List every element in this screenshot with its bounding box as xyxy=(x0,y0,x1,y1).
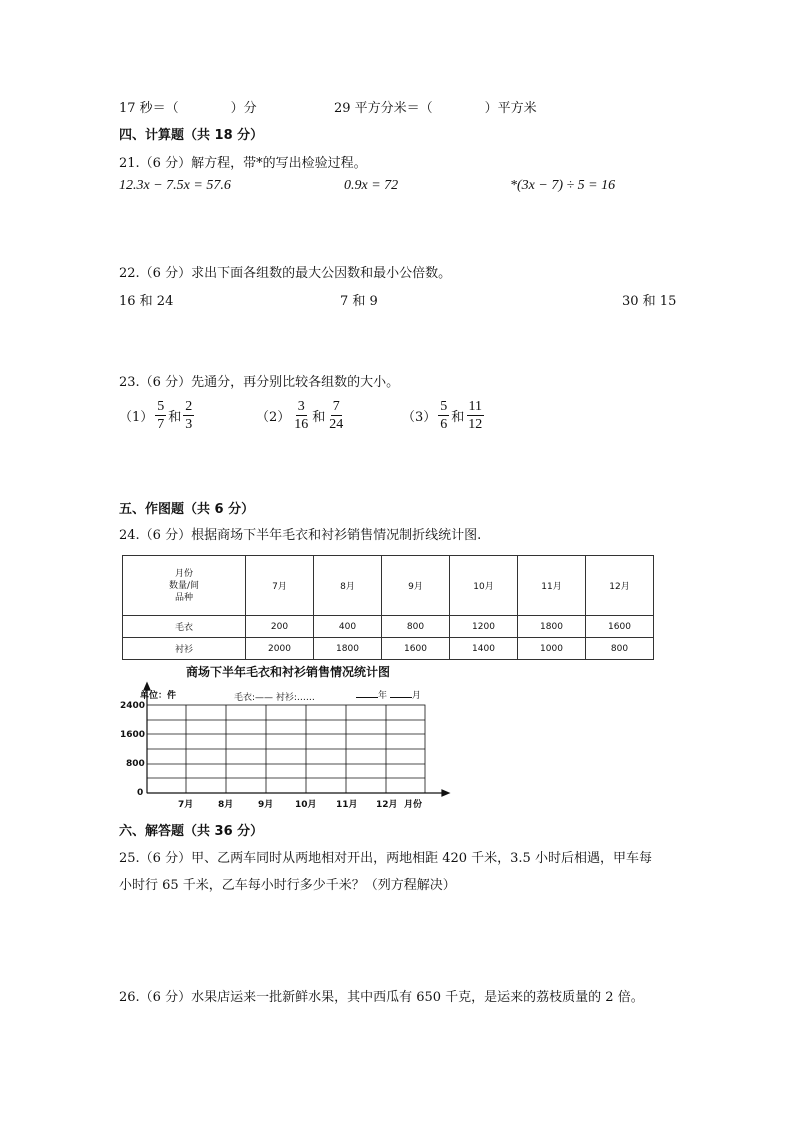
y-tick: 800 xyxy=(126,759,145,769)
y-tick: 0 xyxy=(137,788,144,798)
and-word: 和 xyxy=(312,410,326,425)
question-22: 22.（6 分）求出下面各组数的最大公因数和最小公倍数。 xyxy=(119,266,452,281)
denominator: 3 xyxy=(185,417,193,432)
table-row xyxy=(123,616,654,638)
section-title-drawing: 五、作图题（共 6 分） xyxy=(119,502,255,517)
x-axis-end-label: 月份 xyxy=(404,800,423,810)
table-header-cell: 8月 xyxy=(314,556,382,616)
sales-table xyxy=(122,555,654,660)
equation-3: *(3x − 7) ÷ 5 = 16 xyxy=(510,178,616,193)
section-title-word-problems: 六、解答题（共 36 分） xyxy=(119,824,264,839)
fraction xyxy=(155,398,166,433)
blank-chart-grid xyxy=(115,680,460,805)
x-tick: 11月 xyxy=(336,800,358,810)
number-group-2: 7 和 9 xyxy=(340,294,378,309)
denominator: 7 xyxy=(157,417,165,432)
table-header-row xyxy=(123,556,654,616)
fraction-label: （3） xyxy=(402,410,437,425)
table-header-cell: 11月 xyxy=(518,556,586,616)
numerator: 5 xyxy=(157,399,165,414)
table-cell: 800 xyxy=(382,616,450,638)
question-25-line-2: 小时行 65 千米，乙车每小时行多少千米？（列方程解决） xyxy=(119,878,456,893)
number-group-1: 16 和 24 xyxy=(119,294,174,309)
table-cell: 1200 xyxy=(450,616,518,638)
table-cell: 1000 xyxy=(518,638,586,660)
table-cell: 1400 xyxy=(450,638,518,660)
table-cell: 1600 xyxy=(586,616,654,638)
corner-quantity: 数量/间 xyxy=(168,580,200,591)
fraction-label: （2） xyxy=(256,410,291,425)
denominator: 12 xyxy=(468,417,483,432)
y-axis-arrow-icon xyxy=(144,683,150,690)
corner-month: 月份 xyxy=(174,568,193,579)
table-corner-cell xyxy=(123,556,246,616)
and-word: 和 xyxy=(168,410,182,425)
numerator: 3 xyxy=(297,399,305,414)
question-26: 26.（6 分）水果店运来一批新鲜水果，其中西瓜有 650 千克，是运来的荔枝质量的 2 倍。 xyxy=(119,990,644,1005)
conversion-seconds: 17 秒＝（ ）分 xyxy=(119,101,257,116)
grid-lines xyxy=(147,705,425,793)
numerator: 2 xyxy=(185,399,193,414)
denominator: 24 xyxy=(329,417,344,432)
fraction-label: （1） xyxy=(119,410,154,425)
conversion-area: 29 平方分米＝（ ）平方米 xyxy=(334,101,537,116)
fraction xyxy=(292,398,310,433)
x-tick: 12月 xyxy=(376,800,398,810)
chart-title: 商场下半年毛衣和衬衫销售情况统计图 xyxy=(186,665,391,679)
x-axis-arrow-icon xyxy=(442,790,449,796)
corner-type: 品种 xyxy=(174,592,193,603)
table-row-label: 毛衣 xyxy=(123,616,246,638)
denominator: 16 xyxy=(294,417,309,432)
chart-unit: 单位：件 xyxy=(140,691,177,701)
equation-2: 0.9x = 72 xyxy=(344,178,399,193)
fraction xyxy=(183,398,194,433)
question-25-line-1: 25.（6 分）甲、乙两车同时从两地相对开出，两地相距 420 千米，3.5 小时后相遇，甲车每 xyxy=(119,851,652,866)
x-tick: 7月 xyxy=(178,800,194,810)
x-tick: 9月 xyxy=(258,800,274,810)
question-23: 23.（6 分）先通分，再分别比较各组数的大小。 xyxy=(119,375,400,390)
table-row xyxy=(123,638,654,660)
fraction-pair-2 xyxy=(256,398,347,433)
question-21: 21.（6 分）解方程，带*的写出检验过程。 xyxy=(119,156,367,171)
table-header-cell: 10月 xyxy=(450,556,518,616)
month-label: 月 xyxy=(411,691,421,701)
table-cell: 1800 xyxy=(314,638,382,660)
y-tick: 1600 xyxy=(120,730,146,740)
table-cell: 2000 xyxy=(246,638,314,660)
table-cell: 800 xyxy=(586,638,654,660)
x-tick: 8月 xyxy=(218,800,234,810)
table-header-cell: 7月 xyxy=(246,556,314,616)
fraction-pair-1 xyxy=(119,398,196,433)
number-group-3: 30 和 15 xyxy=(622,294,677,309)
x-tick: 10月 xyxy=(295,800,317,810)
table-header-cell: 9月 xyxy=(382,556,450,616)
numerator: 11 xyxy=(468,399,483,414)
table-cell: 1600 xyxy=(382,638,450,660)
and-word: 和 xyxy=(451,410,465,425)
section-title-calculation: 四、计算题（共 18 分） xyxy=(119,128,264,143)
denominator: 6 xyxy=(440,417,448,432)
fraction-pair-3 xyxy=(402,398,486,433)
equation-1: 12.3x − 7.5x = 57.6 xyxy=(119,178,231,193)
numerator: 7 xyxy=(332,399,340,414)
fraction xyxy=(466,398,484,433)
table-row-label: 衬衫 xyxy=(123,638,246,660)
question-24: 24.（6 分）根据商场下半年毛衣和衬衫销售情况制折线统计图. xyxy=(119,528,482,543)
fraction xyxy=(327,398,345,433)
year-label: 年 xyxy=(378,691,388,701)
table-cell: 1800 xyxy=(518,616,586,638)
fraction xyxy=(438,398,449,433)
numerator: 5 xyxy=(440,399,448,414)
table-cell: 200 xyxy=(246,616,314,638)
axes xyxy=(144,683,449,796)
chart-legend: 毛衣:—— 衬衫:…… xyxy=(234,693,315,703)
y-tick: 2400 xyxy=(120,701,146,711)
table-cell: 400 xyxy=(314,616,382,638)
table-header-cell: 12月 xyxy=(586,556,654,616)
